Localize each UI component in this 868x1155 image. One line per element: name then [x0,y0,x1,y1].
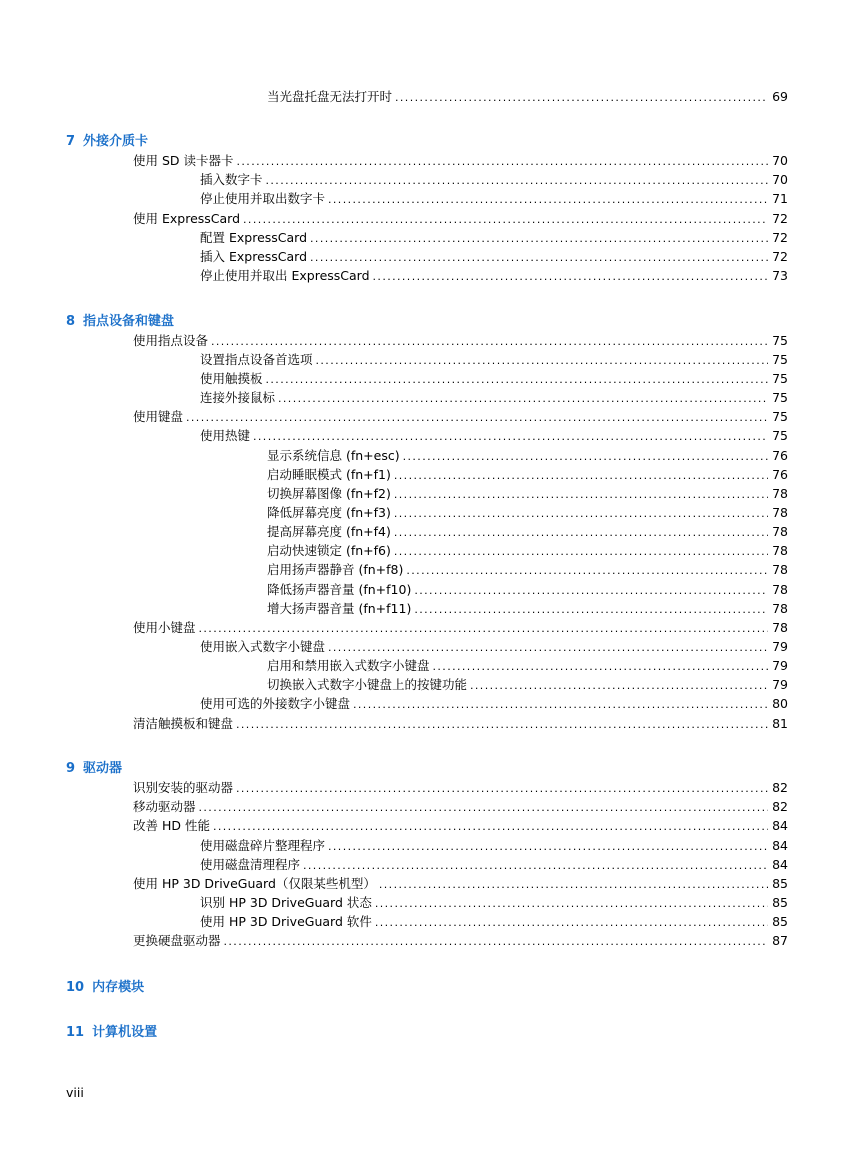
toc-entry-title: 切换嵌入式数字小键盘上的按键功能 [267,677,468,692]
chapter-heading[interactable] [66,1024,157,1042]
toc-entry[interactable] [200,171,788,189]
chapter-heading[interactable] [66,979,144,997]
toc-page-number: 70 [772,172,788,187]
dot-leader [394,486,768,504]
toc-entry[interactable] [200,913,788,931]
dot-leader [213,818,768,836]
toc-entry-title: 停止使用并取出 ExpressCard [200,268,370,283]
toc-entry[interactable] [200,427,788,445]
dot-leader [303,857,768,875]
toc-entry[interactable] [133,332,788,350]
dot-leader [353,696,768,714]
toc-entry-title: 切换屏幕图像 (fn+f2) [267,486,391,501]
chapter-title: 驱动器 [83,761,123,776]
toc-entry[interactable] [267,88,788,106]
toc-entry[interactable] [200,638,788,656]
toc-entry-title: 降低屏幕亮度 (fn+f3) [267,505,391,520]
toc-page-number: 78 [772,620,788,635]
dot-leader [328,639,768,657]
toc-page-number: 71 [772,191,788,206]
toc-entry[interactable] [133,152,788,170]
dot-leader [394,524,768,542]
toc-page-number: 78 [772,486,788,501]
toc-page-number: 73 [772,268,788,283]
toc-entry-title: 启用和禁用嵌入式数字小键盘 [267,658,430,673]
toc-page-number: 75 [772,371,788,386]
toc-entry[interactable] [133,408,788,426]
dot-leader [414,601,768,619]
toc-page-number: 85 [772,876,788,891]
dot-leader [375,914,768,932]
toc-page-number: 78 [772,582,788,597]
toc-entry-title: 使用指点设备 [133,333,209,348]
toc-entry[interactable] [133,619,788,637]
chapter-number: 9 [66,761,76,776]
toc-page-number: 78 [772,543,788,558]
toc-page-number: 84 [772,838,788,853]
dot-leader [328,191,768,209]
dot-leader [310,230,768,248]
toc-entry[interactable] [267,657,788,675]
dot-leader [470,677,768,695]
dot-leader [266,172,769,190]
toc-entry[interactable] [200,190,788,208]
toc-entry[interactable] [267,676,788,694]
dot-leader [414,582,768,600]
toc-entry-title: 识别 HP 3D DriveGuard 状态 [200,895,372,910]
toc-page-number: 84 [772,857,788,872]
toc-page-number: 79 [772,658,788,673]
chapter-title: 外接介质卡 [83,134,149,149]
dot-leader [394,543,768,561]
chapter-number: 8 [66,314,76,329]
dot-leader [403,448,768,466]
toc-entry-title: 设置指点设备首选项 [200,352,313,367]
dot-leader [224,933,769,951]
toc-entry[interactable] [267,485,788,503]
toc-entry[interactable] [267,523,788,541]
toc-page-number: 79 [772,677,788,692]
toc-entry-title: 显示系统信息 (fn+esc) [267,448,400,463]
toc-entry-title: 使用磁盘清理程序 [200,857,301,872]
chapter-heading[interactable] [66,760,122,778]
dot-leader [237,153,769,171]
dot-leader [379,876,768,894]
toc-page-number: 75 [772,352,788,367]
toc-entry-title: 改善 HD 性能 [133,818,210,833]
chapter-number: 7 [66,134,76,149]
toc-entry-title: 增大扬声器音量 (fn+f11) [267,601,412,616]
toc-page-number: 69 [772,89,788,104]
toc-page-number: 85 [772,895,788,910]
toc-page-number: 72 [772,230,788,245]
toc-entry[interactable] [200,389,788,407]
toc-entry-title: 使用嵌入式数字小键盘 [200,639,326,654]
toc-entry-title: 识别安装的驱动器 [133,780,234,795]
dot-leader [199,799,769,817]
toc-page-number: 75 [772,333,788,348]
toc-page-number: 78 [772,562,788,577]
toc-entry-title: 启动睡眠模式 (fn+f1) [267,467,391,482]
toc-entry[interactable] [200,267,788,285]
toc-page-number: 76 [772,467,788,482]
toc-entry[interactable] [267,600,788,618]
toc-entry-title: 插入 ExpressCard [200,249,308,264]
dot-leader [310,249,768,267]
toc-entry-title: 使用 HP 3D DriveGuard 软件 [200,914,372,929]
dot-leader [236,780,768,798]
toc-entry[interactable] [133,875,788,893]
toc-page-number: 78 [772,505,788,520]
toc-entry[interactable] [133,715,788,733]
toc-entry-title: 降低扬声器音量 (fn+f10) [267,582,412,597]
toc-page-number: 87 [772,933,788,948]
chapter-number: 11 [66,1025,85,1040]
toc-entry-title: 启用扬声器静音 (fn+f8) [267,562,404,577]
toc-entry-title: 提高屏幕亮度 (fn+f4) [267,524,391,539]
toc-entry-title: 停止使用并取出数字卡 [200,191,326,206]
dot-leader [395,89,768,107]
toc-entry[interactable] [133,798,788,816]
toc-page-number: 76 [772,448,788,463]
toc-entry[interactable] [133,210,788,228]
toc-page-number: 75 [772,409,788,424]
dot-leader [211,333,768,351]
toc-entry-title: 使用 SD 读卡器卡 [133,153,234,168]
toc-entry[interactable] [267,561,788,579]
toc-entry-title: 使用热键 [200,428,251,443]
toc-entry-title: 连接外接鼠标 [200,390,276,405]
toc-entry-title: 更换硬盘驱动器 [133,933,221,948]
dot-leader [236,716,768,734]
toc-entry[interactable] [133,779,788,797]
toc-entry-title: 使用磁盘碎片整理程序 [200,838,326,853]
toc-entry-title: 使用触摸板 [200,371,263,386]
toc-entry-title: 配置 ExpressCard [200,230,308,245]
toc-entry-title: 启动快速锁定 (fn+f6) [267,543,391,558]
toc-entry[interactable] [200,837,788,855]
dot-leader [186,409,768,427]
toc-page-number: 78 [772,601,788,616]
dot-leader [316,352,769,370]
dot-leader [406,562,768,580]
toc-entry-title: 使用可选的外接数字小键盘 [200,696,351,711]
toc-entry[interactable] [267,504,788,522]
toc-page-number: 84 [772,818,788,833]
toc-entry[interactable] [267,581,788,599]
chapter-number: 10 [66,980,85,995]
toc-entry[interactable] [200,351,788,369]
toc-page-number: 80 [772,696,788,711]
toc-entry[interactable] [200,856,788,874]
toc-entry[interactable] [200,894,788,912]
toc-entry[interactable] [200,229,788,247]
dot-leader [394,505,768,523]
chapter-title: 计算机设置 [92,1025,158,1040]
toc-entry-title: 当光盘托盘无法打开时 [267,89,393,104]
chapter-heading[interactable] [66,133,148,151]
chapter-heading[interactable] [66,313,174,331]
toc-entry-title: 插入数字卡 [200,172,263,187]
toc-entry[interactable] [267,447,788,465]
chapter-title: 内存模块 [92,980,145,995]
toc-page-number: 81 [772,716,788,731]
toc-entry-title: 使用键盘 [133,409,184,424]
dot-leader [328,838,768,856]
toc-page-number: 85 [772,914,788,929]
toc-page-number: 75 [772,390,788,405]
toc-entry[interactable] [133,817,788,835]
dot-leader [433,658,769,676]
toc-entry-title: 使用 ExpressCard [133,211,241,226]
toc-entry-title: 使用 HP 3D DriveGuard（仅限某些机型） [133,876,376,891]
toc-entry[interactable] [200,370,788,388]
toc-page-number: 78 [772,524,788,539]
chapter-title: 指点设备和键盘 [83,314,175,329]
toc-page-number: 82 [772,780,788,795]
toc-entry[interactable] [267,542,788,560]
dot-leader [373,268,769,286]
toc-page-number: 72 [772,211,788,226]
toc-entry[interactable] [200,695,788,713]
toc-entry[interactable] [267,466,788,484]
toc-entry-title: 使用小键盘 [133,620,196,635]
toc-page-number: 75 [772,428,788,443]
dot-leader [278,390,768,408]
dot-leader [243,211,768,229]
toc-page-number: 82 [772,799,788,814]
dot-leader [266,371,769,389]
page-number: viii [66,1085,84,1100]
toc-page-number: 79 [772,639,788,654]
dot-leader [375,895,768,913]
toc-page-number: 70 [772,153,788,168]
toc-entry-title: 移动驱动器 [133,799,196,814]
toc-entry[interactable] [133,932,788,950]
dot-leader [253,428,768,446]
toc-page-number: 72 [772,249,788,264]
toc-entry[interactable] [200,248,788,266]
toc-entry-title: 清洁触摸板和键盘 [133,716,234,731]
dot-leader [394,467,768,485]
dot-leader [199,620,769,638]
